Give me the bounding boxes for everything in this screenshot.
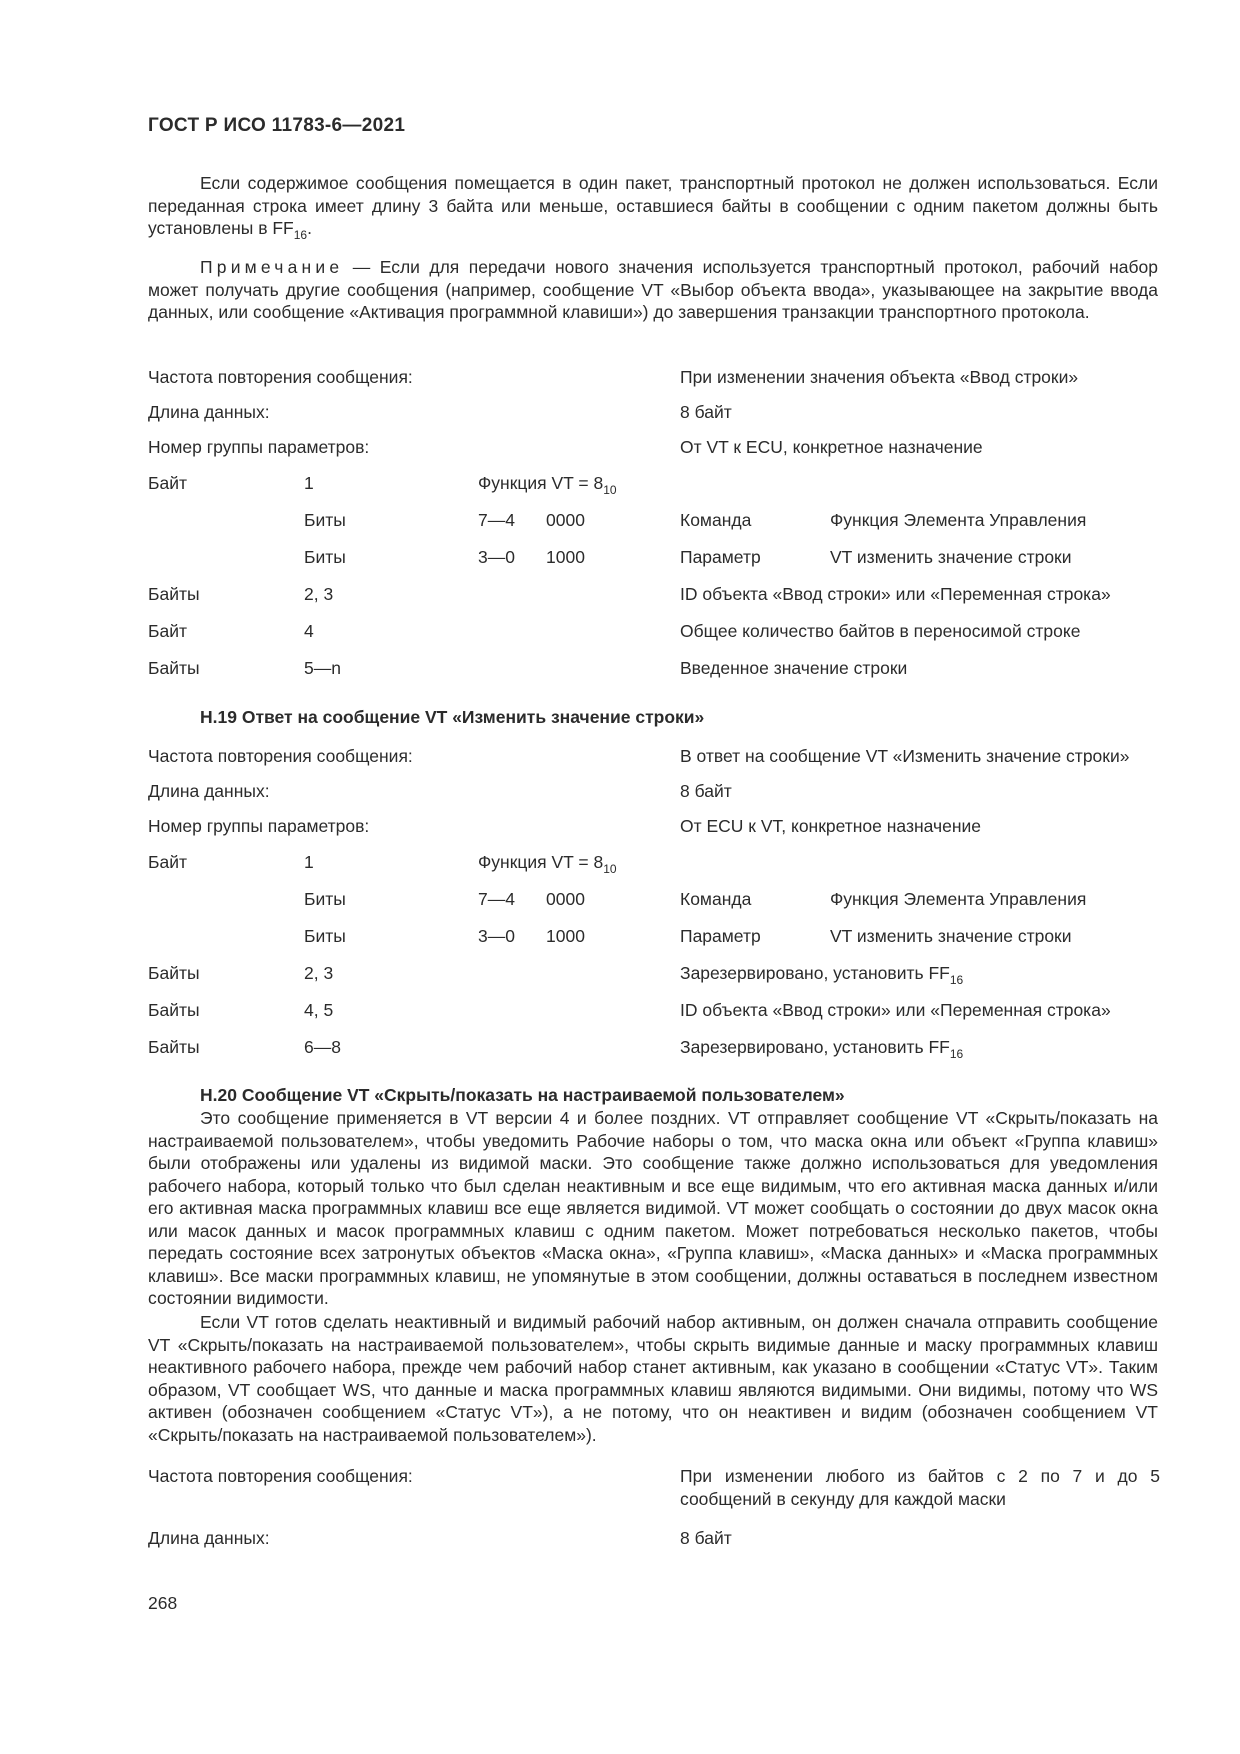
pgn-value: От ECU к VT, конкретное назначение — [680, 816, 982, 836]
h20-paragraph-1: Это сообщение применяется в VT версии 4 и более поздних. VT отправляет сообщение VT «Скрыть/показать на настраиваемой пользователем», чтобы уведомить Рабочие наборы о том, что маска окна или объект «Группа клавиш» были отображены или удалены из видимой маски. Это сообщение также должно использоваться для уведомления рабочего набора, который только что был сделан неактивным и все еще видимым, что его активная маска данных и/или его активная маска программных клавиш все еще является видимой. VT может сообщать о состоянии до двух масок окна или масок данных и масок программных клавиш с одним пакетом. Может потребоваться несколько пакетов, чтобы передать состояние всех затронутых объектов «Маска окна», «Группа клавиш», «Маска данных» и «Маска программных клавиш». Все маски программных клавиш, не упомянутые в этом сообщении, должны оставаться в последнем известном состоянии видимости. — [148, 1108, 1158, 1308]
length-value: 8 байт — [680, 402, 732, 422]
table-row: Биты 3—0 1000 Параметр VT изменить значение строки — [304, 547, 1072, 567]
length-label: Длина данных: — [148, 1528, 270, 1548]
note-label: Примечание — [200, 257, 344, 277]
h20-paragraph-2: Если VT готов сделать неактивный и видимый рабочий набор активным, он должен сначала отправить сообщение VT «Скрыть/показать на настраиваемой пользователем», чтобы скрыть видимые данные и маску программных клавиш неактивного рабочего набора, прежде чем рабочий набор станет активным, как указано в сообщении «Статус VT». Таким образом, VT сообщает WS, что данные и маска программных клавиш являются видимыми. Они видимы, потому что WS активен (обозначен сообщением «Статус VT»), а не потому, что он неактивен и видим (обозначен сообщением VT «Скрыть/показать на настраиваемой пользователем»). — [148, 1312, 1158, 1445]
table-row: Байт 4 Общее количество байтов в переносимой строке — [148, 621, 1081, 641]
table-row: Байты 4, 5 ID объекта «Ввод строки» или «Переменная строка» — [148, 1000, 1111, 1020]
table-row: Байты 2, 3 ID объекта «Ввод строки» или «Переменная строка» — [148, 584, 1111, 604]
table-row: Биты 3—0 1000 Параметр VT изменить значение строки — [304, 926, 1072, 946]
page-number: 268 — [148, 1593, 178, 1613]
pgn-label: Номер группы параметров: — [148, 816, 370, 836]
intro-paragraph: Если содержимое сообщения помещается в один пакет, транспортный протокол не должен использоваться. Если переданная строка имеет длину 3 байта или меньше, оставшиеся байты в сообщении с одним пакетом должны быть установлены в $FF_{16}$. — [148, 173, 1158, 242]
block2-length-row — [148, 780, 1158, 804]
block3-length-row — [148, 1527, 1158, 1551]
note-paragraph — [148, 256, 1158, 324]
subscript: 16 — [293, 228, 308, 242]
note-text: — Если для передачи нового значения используется транспортный протокол, рабочий набор может получать другие сообщения (например, сообщение VT «Выбор объекта ввода», указывающее на закрытие ввода данных, или сообщение «Активация программной клавиши») до завершения транзакции транспортного протокола. — [148, 257, 1158, 322]
freq-value: В ответ на сообщение VT «Изменить значение строки» — [680, 746, 1130, 766]
freq-label: Частота повторения сообщения: — [148, 1466, 413, 1486]
table-row: Байты 5—n Введенное значение строки — [148, 658, 908, 678]
section-heading-h19: H.19 Ответ на сообщение VT «Изменить значение строки» — [200, 707, 705, 727]
table-row: Байты 6—8 Зарезервировано, установить $FF_{16}$ — [148, 1037, 964, 1061]
length-value: 8 байт — [680, 1528, 732, 1548]
length-label: Длина данных: — [148, 402, 270, 422]
block1-length-row — [148, 401, 1158, 425]
block1-freq-row — [148, 366, 1158, 390]
intro-text: Если содержимое сообщения помещается в один пакет, транспортный протокол не должен использоваться. Если переданная строка имеет длину 3 байта или меньше, оставшиеся байты в сообщении с одним пакетом должны быть установлены в FF — [148, 173, 1158, 238]
table-row: Байт 1 Функция VT = $8_{10}$ — [148, 852, 617, 876]
length-label: Длина данных: — [148, 781, 270, 801]
page-header: ГОСТ Р ИСО 11783-6—2021 — [148, 115, 406, 136]
block1-pgn-row — [148, 436, 1158, 460]
freq-label: Частота повторения сообщения: — [148, 746, 413, 766]
freq-value: При изменении значения объекта «Ввод строки» — [680, 367, 1079, 387]
table-row: Байты 2, 3 Зарезервировано, установить $FF_{16}$ — [148, 963, 964, 987]
table-row: Байт 1 Функция VT = $8_{10}$ — [148, 473, 617, 497]
block3-freq-row — [148, 1465, 1158, 1513]
pgn-label: Номер группы параметров: — [148, 437, 370, 457]
length-value: 8 байт — [680, 781, 732, 801]
freq-label: Частота повторения сообщения: — [148, 367, 413, 387]
block2-freq-row — [148, 745, 1158, 769]
table-row: Биты 7—4 0000 Команда Функция Элемента Управления — [304, 510, 1087, 530]
freq-value: При изменении любого из байтов с 2 по 7 и до 5 сообщений в секунду для каждой маски — [680, 1466, 1160, 1509]
block2-pgn-row — [148, 815, 1158, 839]
table-row: Биты 7—4 0000 Команда Функция Элемента Управления — [304, 889, 1087, 909]
section-heading-h20: H.20 Сообщение VT «Скрыть/показать на настраиваемой пользователем» — [200, 1085, 845, 1105]
pgn-value: От VT к ECU, конкретное назначение — [680, 437, 983, 457]
